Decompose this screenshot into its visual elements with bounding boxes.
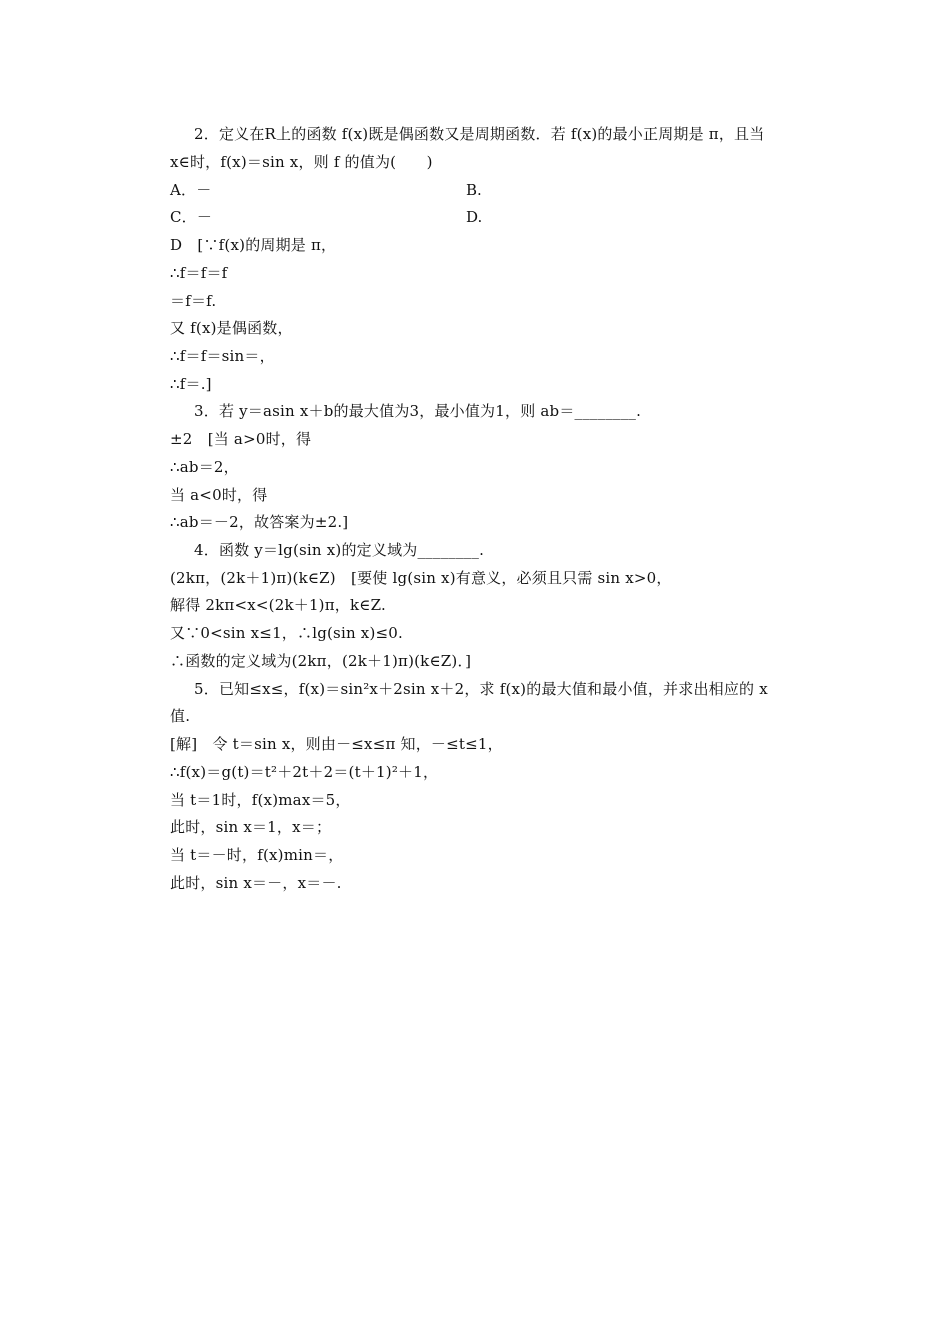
- q2-solution-line: 又 f(x)是偶函数，: [170, 319, 293, 337]
- q2-stem-line2: x∈时，f(x)＝sin x，则 f 的值为( ): [170, 153, 433, 171]
- q5-solution-line: 此时，sin x＝1，x＝；: [170, 818, 332, 836]
- q5-stem-line2: 值.: [170, 707, 191, 725]
- q2-stem-line1: 2．定义在R上的函数 f(x)既是偶函数又是周期函数．若 f(x)的最小正周期是 π，且当: [194, 125, 765, 143]
- q5-solution-line: ∴f(x)＝g(t)＝t²＋2t＋2＝(t＋1)²＋1，: [170, 763, 439, 781]
- q2-solution-line: D [∵f(x)的周期是 π，: [170, 236, 337, 254]
- q4-solution-line: 又∵0<sin x≤1，∴lg(sin x)≤0.: [170, 624, 403, 642]
- q5-solution-line: [解] 令 t＝sin x，则由－≤x≤π 知，－≤t≤1，: [170, 735, 503, 753]
- q2-solution-line: ∴f＝.]: [170, 375, 212, 393]
- q2-option-a: A．－: [170, 181, 212, 199]
- q4-solution-line: ∴函数的定义域为(2kπ，(2k＋1)π)(k∈Z)．]: [170, 652, 472, 670]
- q2-option-d: D.: [466, 208, 483, 226]
- q5-solution-line: 此时，sin x＝－，x＝－.: [170, 874, 342, 892]
- q4-stem: 4．函数 y＝lg(sin x)的定义域为________.: [194, 541, 485, 559]
- q3-solution-line: ±2 [当 a>0时，得: [170, 430, 312, 448]
- q2-option-c: C．－: [170, 208, 213, 226]
- q5-stem-line1: 5．已知≤x≤，f(x)＝sin²x＋2sin x＋2，求 f(x)的最大值和最小值，并求出相应的 x: [194, 680, 768, 698]
- q5-solution-line: 当 t＝1时，f(x)max＝5，: [170, 791, 351, 809]
- q3-solution-line: 当 a<0时，得: [170, 486, 268, 504]
- q3-stem: 3．若 y＝asin x＋b的最大值为3，最小值为1，则 ab＝________.: [194, 402, 642, 420]
- q4-solution-line: (2kπ，(2k＋1)π)(k∈Z) [要使 lg(sin x)有意义，必须且只需 sin x>0，: [170, 569, 672, 587]
- q2-solution-line: ∴f＝f＝f: [170, 264, 228, 282]
- q2-option-b: B.: [466, 181, 482, 199]
- q5-solution-line: 当 t＝－时，f(x)min＝，: [170, 846, 344, 864]
- q4-solution-line: 解得 2kπ<x<(2k＋1)π，k∈Z.: [170, 596, 386, 614]
- q2-solution-line: ∴f＝f＝sin＝，: [170, 347, 275, 365]
- q3-solution-line: ∴ab＝2，: [170, 458, 239, 476]
- q2-solution-line: ＝f＝f.: [170, 292, 217, 310]
- q3-solution-line: ∴ab＝－2，故答案为±2.]: [170, 513, 349, 531]
